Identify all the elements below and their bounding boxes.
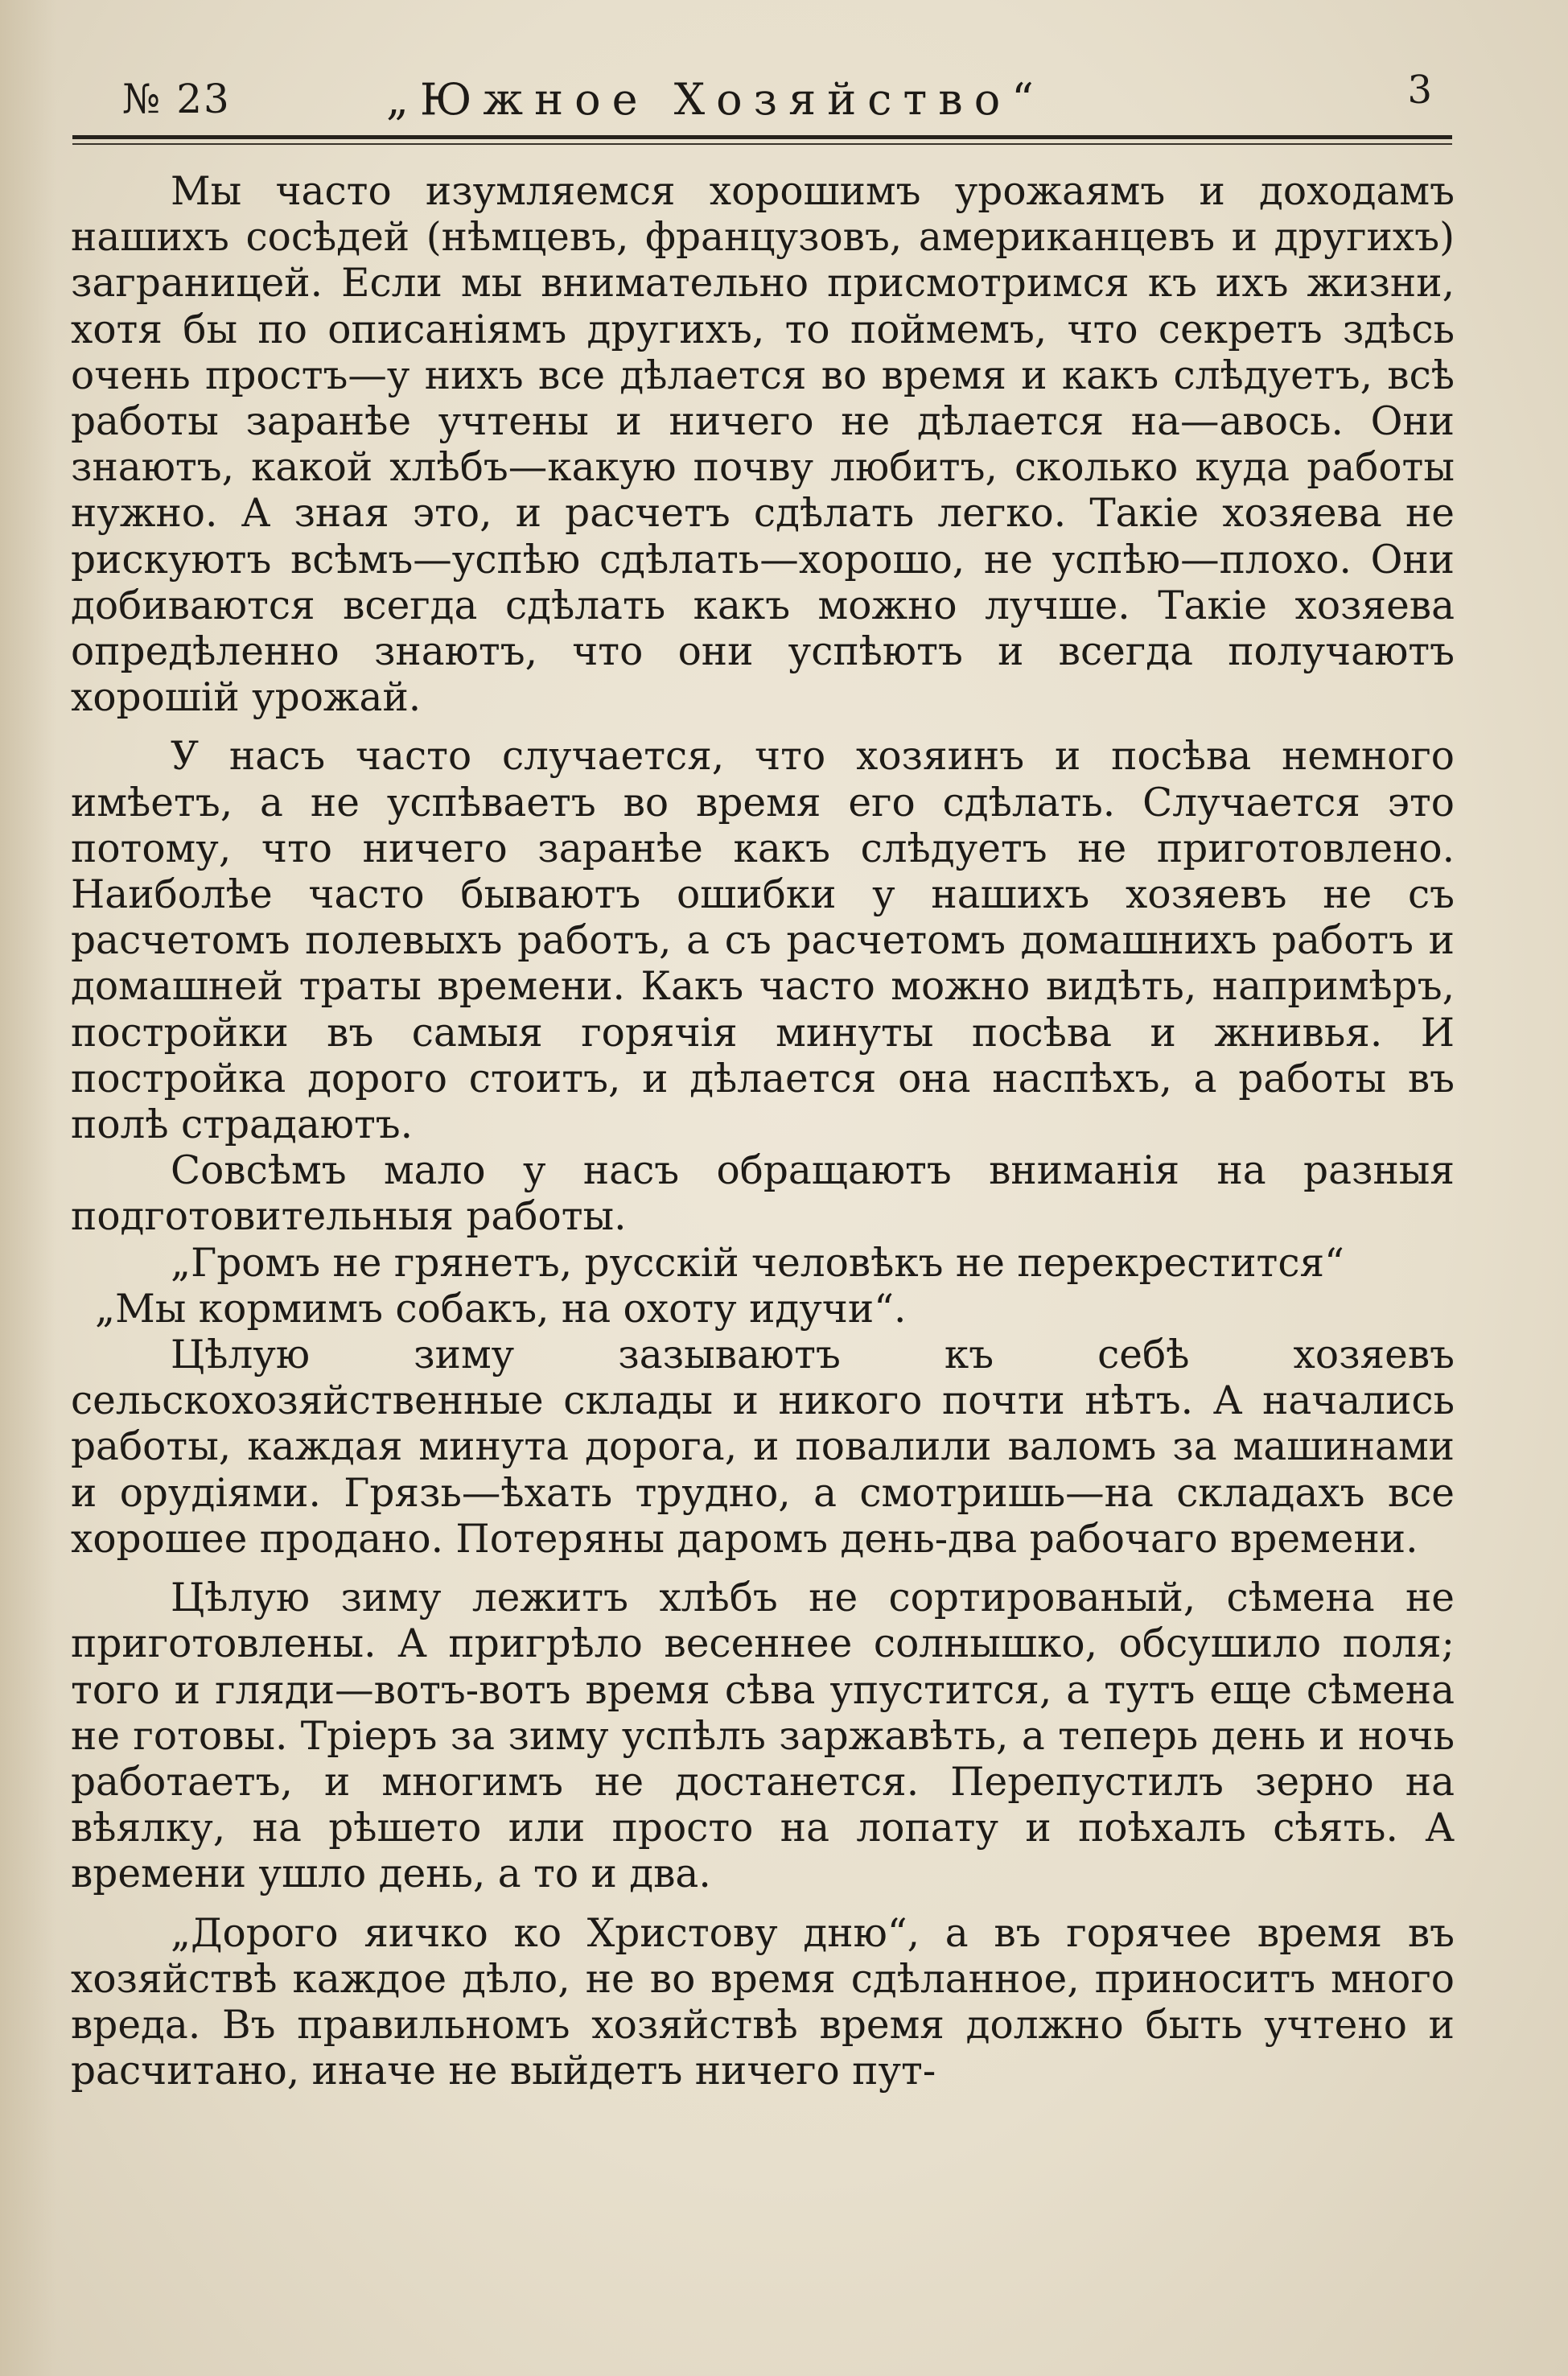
header-rule-thin [72, 143, 1452, 145]
header-rule-thick [72, 135, 1452, 139]
proverb-2: „Мы кормимъ собакъ, на охоту идучи“. [95, 1286, 907, 1332]
paragraph-2: У насъ часто случается, что хозяинъ и посѣва немного имѣетъ, а не успѣваетъ во время его сдѣлать. Случается это потому, что ничего заранѣе какъ слѣдуетъ не приготовлено. Наиболѣе часто бываютъ ошибки у нашихъ хозяевъ не съ расчетомъ полевыхъ работъ, а съ расчетомъ домашнихъ работъ и домашней траты времени. Какъ часто можно видѣть, напримѣръ, постройки въ самыя горячія минуты посѣва и жнивья. И постройка дорого стоитъ, и дѣлается она наспѣхъ, а работы въ полѣ страдаютъ. [71, 734, 1455, 1148]
paragraph-1: Мы часто изумляемся хорошимъ урожаямъ и доходамъ нашихъ сосѣдей (нѣмцевъ, французовъ, американцевъ и другихъ) заграницей. Если мы внимательно присмотримся къ ихъ жизни, хотя бы по описаніямъ другихъ, то поймемъ, что секретъ здѣсь очень простъ—у нихъ все дѣлается во время и какъ слѣдуетъ, всѣ работы заранѣе учтены и ничего не дѣлается на—авось. Они знаютъ, какой хлѣбъ—какую почву любитъ, сколько куда работы нужно. А зная это, и расчетъ сдѣлать легко. Такіе хозяева не рискуютъ всѣмъ—успѣю сдѣлать—хорошо, не успѣю—плохо. Они добиваются всегда сдѣлать какъ можно лучше. Такіе хозяева опредѣленно знаютъ, что они успѣютъ и всегда получаютъ хорошій урожай. [71, 169, 1455, 721]
paragraph-3: Совсѣмъ мало у насъ обращаютъ вниманія на разныя подготовительныя работы. [71, 1148, 1455, 1240]
page-header [113, 68, 1464, 135]
article-body [71, 169, 1455, 2094]
issue-number: № 23 [122, 76, 231, 122]
paragraph-4: Цѣлую зиму зазываютъ къ себѣ хозяевъ сельскохозяйственные склады и никого почти нѣтъ. А начались работы, каждая минута дорога, и повалили валомъ за машинами и орудіями. Грязь—ѣхать трудно, а смотришь—на складахъ все хорошее продано. Потеряны даромъ день-два рабочаго времени. [71, 1332, 1455, 1562]
paragraph-6: „Дорого яичко ко Христову дню“, а въ горячее время въ хозяйствѣ каждое дѣло, не во время сдѣланное, приноситъ много вреда. Въ правильномъ хозяйствѣ время должно быть учтено и расчитано, иначе не выйдетъ ничего пут- [71, 1910, 1455, 2094]
page-edge-shadow [0, 0, 56, 2376]
paragraph-5: Цѣлую зиму лежитъ хлѣбъ не сортированый, сѣмена не приготовлены. А пригрѣло весеннее солнышко, обсушило поля; того и гляди—вотъ-вотъ время сѣва упустится, а тутъ еще сѣмена не готовы. Тріеръ за зиму успѣлъ заржавѣть, а теперь день и ночь работаетъ, и многимъ не достанется. Перепустилъ зерно на вѣялку, на рѣшето или просто на лопату и поѣхалъ сѣять. А времени ушло день, а то и два. [71, 1575, 1455, 1897]
page-number: 3 [1407, 68, 1432, 113]
proverb-1: „Громъ не грянетъ, русскій человѣкъ не перекрестится“ [171, 1240, 1344, 1286]
journal-title: „Южное Хозяйство“ [386, 74, 1045, 125]
